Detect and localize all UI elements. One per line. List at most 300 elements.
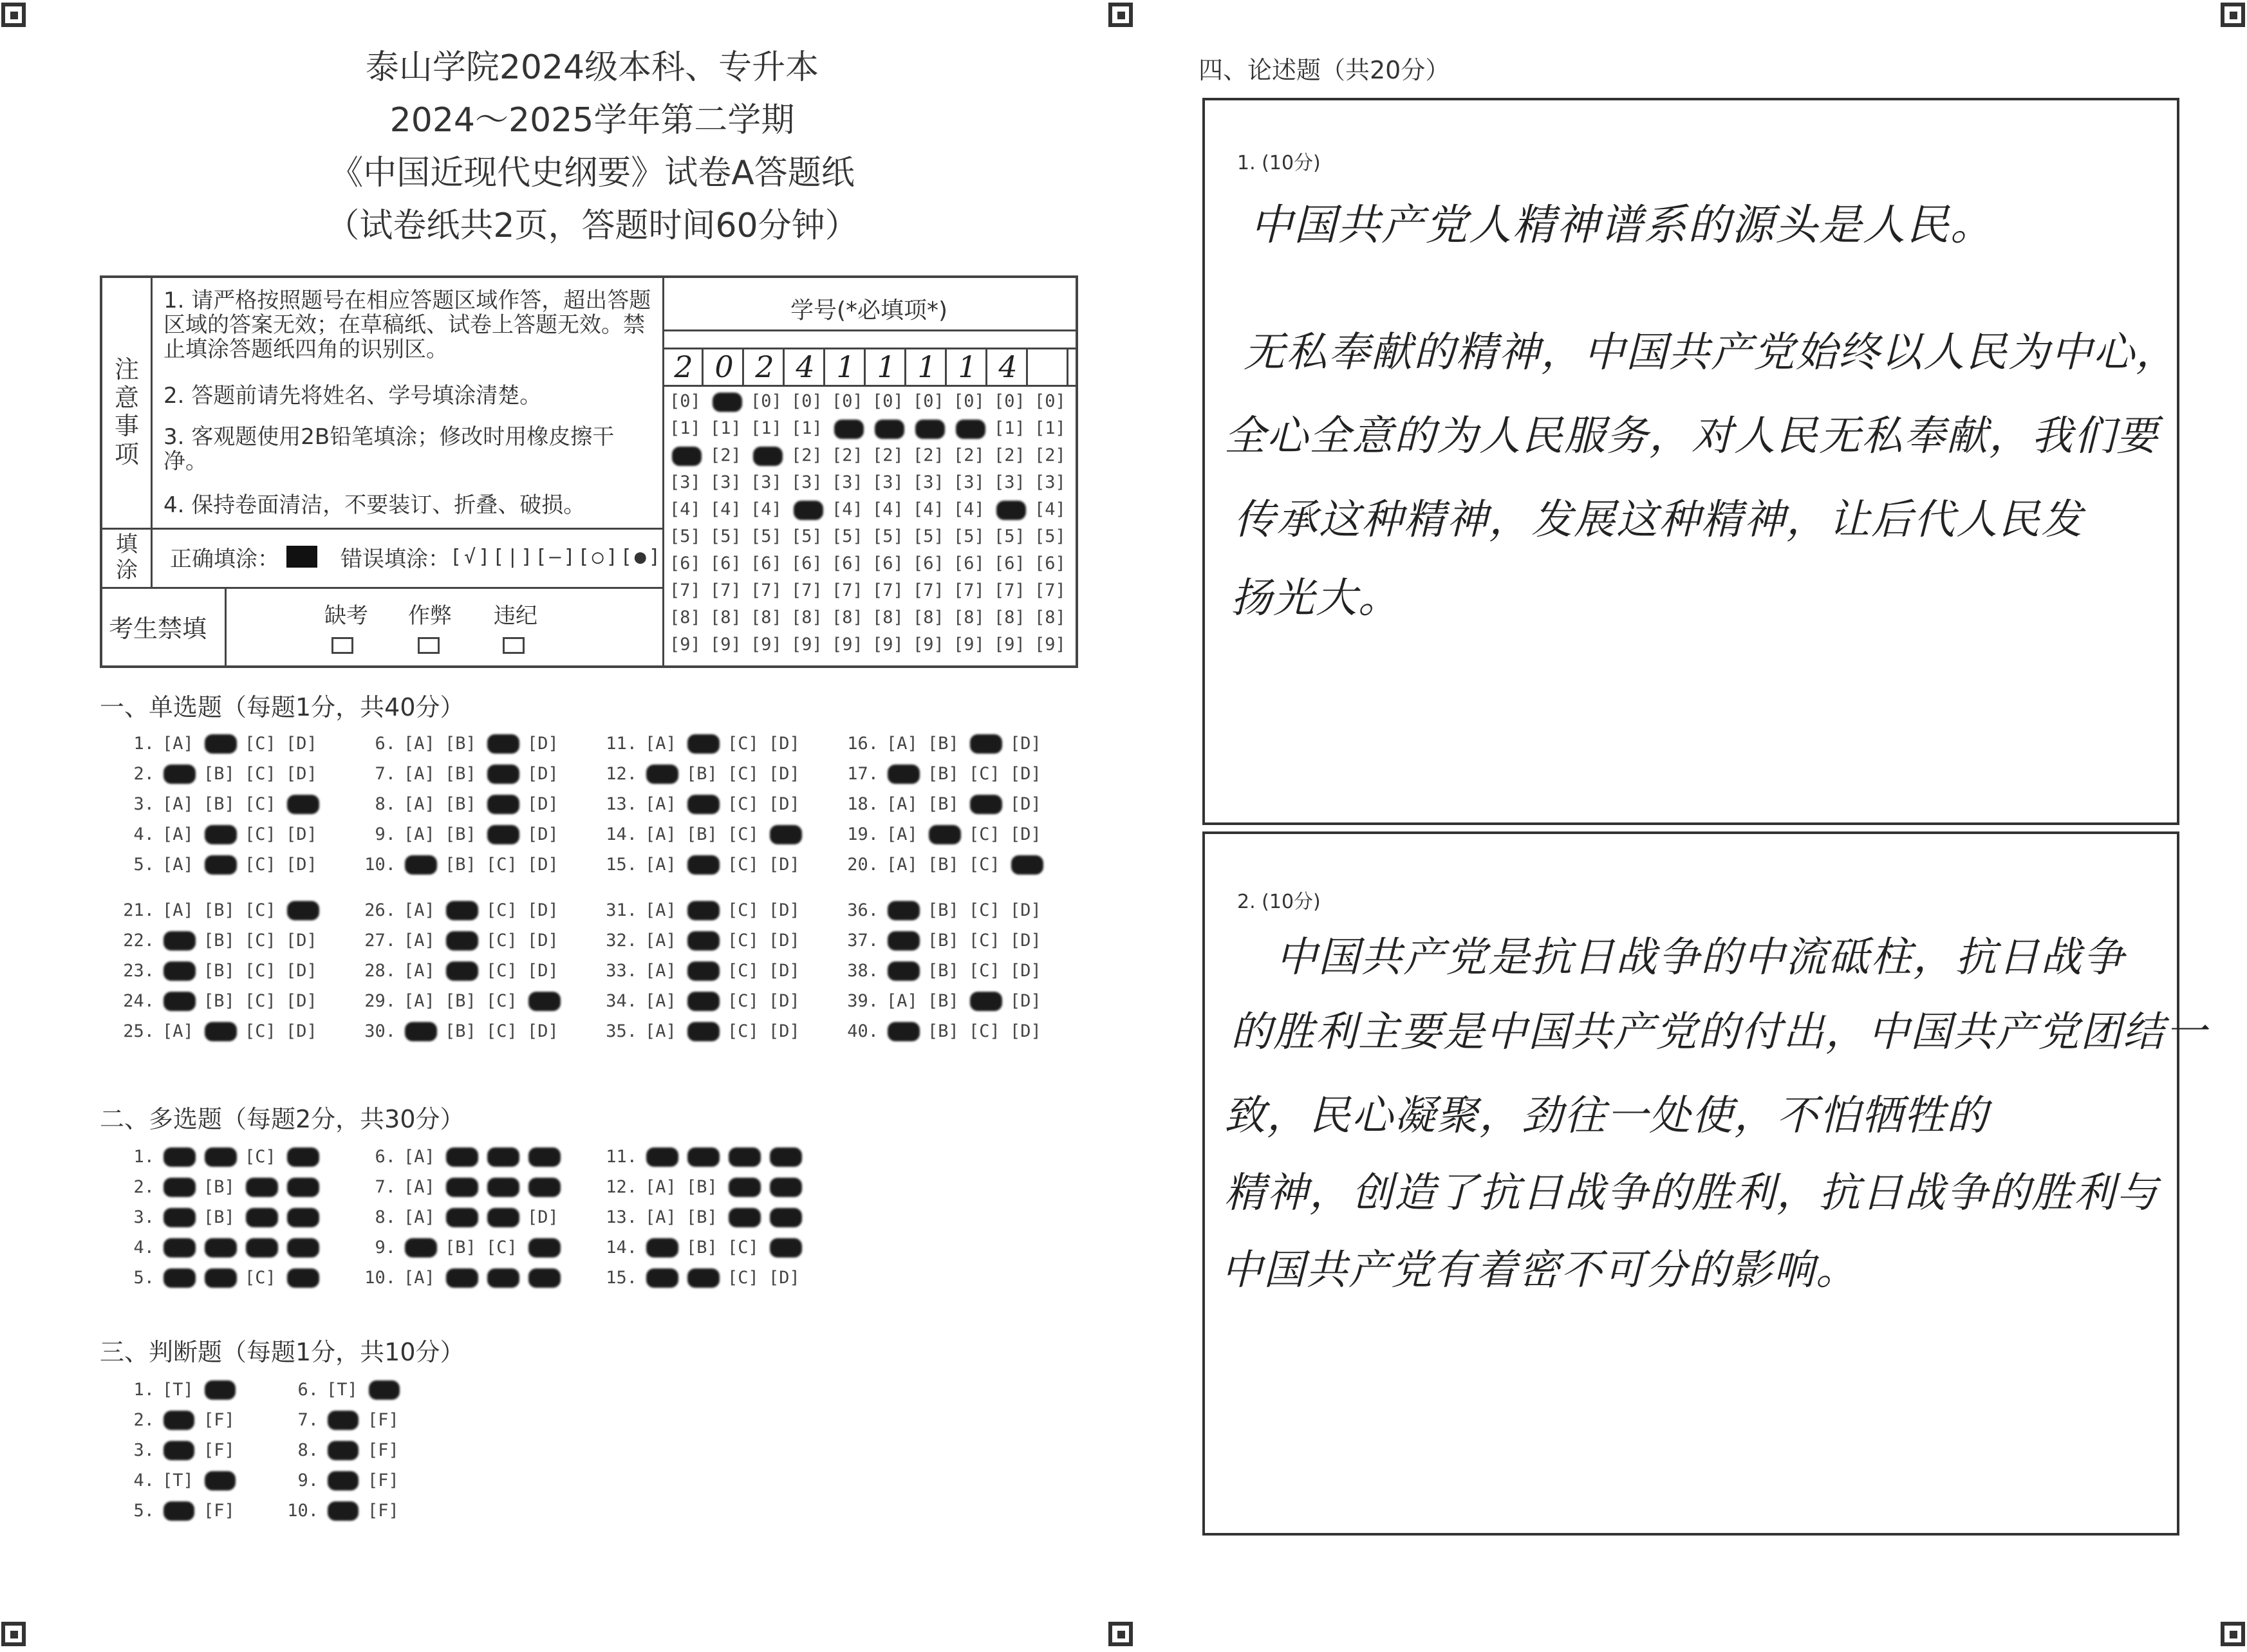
student-id-bubble[interactable]: [4] [710, 499, 741, 519]
single-option[interactable]: [B] [928, 855, 959, 875]
judge-option[interactable]: [F] [203, 1410, 235, 1430]
student-id-bubble[interactable]: [9] [1034, 635, 1066, 654]
single-option-filled[interactable] [446, 931, 478, 951]
student-id-bubble[interactable]: [8] [791, 608, 823, 627]
single-option[interactable]: [B] [445, 794, 476, 814]
student-id-bubble[interactable]: [7] [832, 580, 863, 600]
single-option[interactable]: [B] [445, 991, 476, 1011]
single-option[interactable]: [C] [969, 931, 1000, 951]
multi-option-filled[interactable] [163, 1208, 196, 1227]
multi-choice-grid[interactable] [109, 1147, 1114, 1301]
single-option[interactable]: [B] [203, 991, 235, 1011]
single-option-filled[interactable] [888, 1022, 920, 1041]
student-id-bubble[interactable]: [7] [953, 580, 985, 600]
single-option[interactable]: [A] [886, 824, 918, 844]
single-option[interactable]: [A] [162, 824, 194, 844]
single-option[interactable]: [A] [645, 1021, 676, 1041]
student-id-bubble[interactable]: [2] [913, 445, 944, 465]
multi-option-filled[interactable] [163, 1268, 196, 1288]
multi-option-filled[interactable] [770, 1178, 802, 1197]
multi-option-filled[interactable] [487, 1208, 519, 1227]
judge-option[interactable]: [F] [368, 1440, 399, 1460]
single-option-filled[interactable] [163, 992, 196, 1011]
judge-option-filled[interactable] [163, 1411, 194, 1430]
multi-option-filled[interactable] [163, 1238, 196, 1258]
single-option[interactable]: [D] [1010, 961, 1041, 981]
single-option-filled[interactable] [163, 931, 196, 951]
single-option[interactable]: [C] [486, 991, 517, 1011]
multi-option[interactable]: [A] [404, 1147, 435, 1167]
multi-option[interactable]: [A] [645, 1177, 676, 1197]
single-option[interactable]: [A] [645, 991, 676, 1011]
student-id-bubble-filled[interactable] [672, 447, 702, 466]
single-option[interactable]: [D] [286, 991, 317, 1011]
student-id-bubble[interactable]: [7] [710, 580, 741, 600]
student-id-bubble[interactable]: [1] [994, 418, 1025, 438]
student-id-bubble[interactable]: [0] [953, 391, 985, 411]
single-option[interactable]: [D] [286, 734, 317, 754]
student-id-bubble[interactable]: [6] [872, 553, 904, 573]
single-option[interactable]: [A] [886, 734, 918, 754]
cheat-checkbox[interactable] [418, 637, 440, 654]
student-id-bubble[interactable]: [9] [953, 635, 985, 654]
judge-option-filled[interactable] [205, 1471, 236, 1490]
single-option[interactable]: [C] [245, 931, 276, 951]
single-option-filled[interactable] [405, 855, 437, 875]
student-id-bubble[interactable]: [9] [994, 635, 1025, 654]
single-option[interactable]: [C] [486, 961, 517, 981]
single-option-filled[interactable] [446, 961, 478, 981]
single-option[interactable]: [A] [645, 931, 676, 951]
multi-option-filled[interactable] [646, 1268, 678, 1288]
student-id-bubble[interactable]: [4] [669, 499, 701, 519]
single-option-filled[interactable] [487, 734, 519, 754]
multi-option-filled[interactable] [729, 1178, 761, 1197]
student-id-bubble[interactable]: [3] [751, 472, 782, 492]
multi-option-filled[interactable] [487, 1268, 519, 1288]
student-id-bubble[interactable]: [5] [994, 526, 1025, 546]
multi-option-filled[interactable] [528, 1238, 561, 1258]
student-id-bubble[interactable]: [3] [710, 472, 741, 492]
student-id-bubble[interactable]: [3] [953, 472, 985, 492]
student-id-bubble[interactable]: [8] [1034, 608, 1066, 627]
multi-option-filled[interactable] [163, 1178, 196, 1197]
single-option-filled[interactable] [446, 901, 478, 920]
single-option[interactable]: [B] [928, 961, 959, 981]
student-id-bubble-filled[interactable] [834, 420, 864, 439]
single-option-filled[interactable] [770, 825, 802, 844]
single-option[interactable]: [B] [445, 1021, 476, 1041]
single-option[interactable]: [D] [527, 764, 559, 784]
single-option-filled[interactable] [888, 961, 920, 981]
single-option-filled[interactable] [687, 734, 720, 754]
multi-option-filled[interactable] [528, 1268, 561, 1288]
judge-option[interactable]: [F] [368, 1501, 399, 1521]
single-option-filled[interactable] [687, 992, 720, 1011]
essay-answer-box-2[interactable] [1202, 831, 2208, 1536]
single-option-filled[interactable] [1011, 855, 1043, 875]
student-id-bubble[interactable]: [6] [994, 553, 1025, 573]
student-id-bubble[interactable]: [5] [1034, 526, 1066, 546]
student-id-bubble[interactable]: [6] [832, 553, 863, 573]
multi-option-filled[interactable] [687, 1268, 720, 1288]
single-option-filled[interactable] [888, 901, 920, 920]
multi-option[interactable]: [C] [727, 1268, 759, 1288]
student-id-bubble[interactable]: [4] [953, 499, 985, 519]
single-option[interactable]: [B] [928, 900, 959, 920]
single-option-filled[interactable] [687, 931, 720, 951]
student-id-bubble[interactable]: [0] [751, 391, 782, 411]
single-option[interactable]: [D] [769, 794, 800, 814]
multi-option-filled[interactable] [528, 1147, 561, 1167]
single-option[interactable]: [A] [645, 794, 676, 814]
single-option-filled[interactable] [687, 961, 720, 981]
single-option[interactable]: [C] [486, 900, 517, 920]
multi-option-filled[interactable] [287, 1147, 319, 1167]
single-option-filled[interactable] [205, 825, 237, 844]
single-option[interactable]: [B] [928, 931, 959, 951]
single-option-filled[interactable] [687, 855, 720, 875]
single-option[interactable]: [C] [486, 931, 517, 951]
student-id-bubble[interactable]: [2] [791, 445, 823, 465]
student-id-bubble[interactable]: [3] [872, 472, 904, 492]
single-option[interactable]: [B] [928, 794, 959, 814]
single-option[interactable]: [A] [645, 900, 676, 920]
student-id-bubble[interactable]: [6] [751, 553, 782, 573]
single-option[interactable]: [A] [886, 794, 918, 814]
single-option[interactable]: [C] [245, 1021, 276, 1041]
single-option[interactable]: [C] [727, 931, 759, 951]
multi-option[interactable]: [C] [486, 1238, 517, 1258]
single-option[interactable]: [A] [645, 961, 676, 981]
student-id-bubble[interactable]: [7] [751, 580, 782, 600]
judge-option-filled[interactable] [205, 1380, 236, 1400]
judge-option[interactable]: [F] [368, 1471, 399, 1490]
single-option[interactable]: [C] [245, 764, 276, 784]
student-id-bubble[interactable]: [8] [751, 608, 782, 627]
single-option[interactable]: [D] [286, 855, 317, 875]
single-option[interactable]: [D] [286, 764, 317, 784]
student-id-grid[interactable] [666, 278, 1077, 664]
single-option[interactable]: [D] [286, 931, 317, 951]
single-option[interactable]: [C] [969, 855, 1000, 875]
student-id-bubble[interactable]: [9] [872, 635, 904, 654]
multi-option-filled[interactable] [646, 1147, 678, 1167]
multi-option-filled[interactable] [729, 1208, 761, 1227]
single-option[interactable]: [B] [203, 961, 235, 981]
multi-option[interactable]: [A] [404, 1268, 435, 1288]
single-option[interactable]: [D] [527, 855, 559, 875]
multi-option-filled[interactable] [770, 1208, 802, 1227]
multi-option[interactable]: [B] [445, 1238, 476, 1258]
single-option[interactable]: [D] [769, 764, 800, 784]
student-id-bubble-filled[interactable] [713, 393, 742, 412]
single-option[interactable]: [D] [527, 900, 559, 920]
single-option[interactable]: [D] [1010, 734, 1041, 754]
single-option[interactable]: [A] [162, 1021, 194, 1041]
student-id-bubble[interactable]: [2] [832, 445, 863, 465]
single-option-filled[interactable] [487, 765, 519, 784]
student-id-bubble[interactable]: [9] [791, 635, 823, 654]
multi-option-filled[interactable] [528, 1178, 561, 1197]
student-id-bubble[interactable]: [3] [832, 472, 863, 492]
student-id-bubble[interactable]: [0] [994, 391, 1025, 411]
single-option-filled[interactable] [687, 1022, 720, 1041]
judge-option[interactable]: [F] [368, 1410, 399, 1430]
single-option[interactable]: [D] [286, 824, 317, 844]
single-option[interactable]: [D] [527, 734, 559, 754]
single-option[interactable]: [B] [203, 764, 235, 784]
student-id-bubble[interactable]: [6] [791, 553, 823, 573]
single-option[interactable]: [A] [645, 734, 676, 754]
student-id-bubble[interactable]: [5] [832, 526, 863, 546]
student-id-bubble[interactable]: [7] [913, 580, 944, 600]
single-option[interactable]: [D] [769, 1021, 800, 1041]
single-option[interactable]: [B] [686, 764, 718, 784]
multi-option-filled[interactable] [287, 1268, 319, 1288]
single-option[interactable]: [C] [969, 961, 1000, 981]
student-id-bubble[interactable]: [2] [710, 445, 741, 465]
single-option[interactable]: [D] [1010, 931, 1041, 951]
student-id-bubble[interactable]: [0] [1034, 391, 1066, 411]
student-id-bubble[interactable]: [8] [710, 608, 741, 627]
single-option[interactable]: [A] [645, 824, 676, 844]
judge-option-filled[interactable] [328, 1441, 359, 1460]
multi-option-filled[interactable] [287, 1238, 319, 1258]
judge-option-filled[interactable] [163, 1501, 194, 1521]
single-option[interactable]: [C] [727, 991, 759, 1011]
single-option[interactable]: [D] [527, 824, 559, 844]
student-id-bubble[interactable]: [6] [1034, 553, 1066, 573]
student-id-bubble[interactable]: [4] [751, 499, 782, 519]
student-id-bubble[interactable]: [1] [751, 418, 782, 438]
single-option[interactable]: [C] [727, 1021, 759, 1041]
single-option[interactable]: [D] [1010, 764, 1041, 784]
multi-option-filled[interactable] [287, 1208, 319, 1227]
student-id-bubble[interactable]: [8] [669, 608, 701, 627]
multi-option-filled[interactable] [246, 1238, 278, 1258]
multi-option[interactable]: [C] [245, 1147, 276, 1167]
single-option[interactable]: [D] [286, 1021, 317, 1041]
judge-option[interactable]: [T] [326, 1380, 358, 1400]
single-option[interactable]: [D] [527, 931, 559, 951]
student-id-bubble-filled[interactable] [956, 420, 985, 439]
single-option[interactable]: [D] [1010, 900, 1041, 920]
single-option[interactable]: [A] [404, 794, 435, 814]
single-option[interactable]: [B] [203, 931, 235, 951]
student-id-bubble[interactable]: [3] [913, 472, 944, 492]
student-id-bubble[interactable]: [9] [913, 635, 944, 654]
student-id-bubble[interactable]: [0] [832, 391, 863, 411]
multi-option-filled[interactable] [287, 1178, 319, 1197]
single-option-filled[interactable] [528, 992, 561, 1011]
student-id-bubble[interactable]: [8] [832, 608, 863, 627]
student-id-bubble[interactable]: [0] [669, 391, 701, 411]
student-id-bubble[interactable]: [6] [913, 553, 944, 573]
single-option[interactable]: [C] [245, 900, 276, 920]
multi-option-filled[interactable] [487, 1147, 519, 1167]
student-id-bubble[interactable]: [8] [913, 608, 944, 627]
single-option-filled[interactable] [888, 765, 920, 784]
single-option[interactable]: [A] [404, 900, 435, 920]
student-id-bubble[interactable]: [1] [710, 418, 741, 438]
single-option[interactable]: [D] [1010, 824, 1041, 844]
single-option[interactable]: [D] [769, 991, 800, 1011]
multi-option[interactable]: [B] [686, 1238, 718, 1258]
student-id-bubble[interactable]: [5] [669, 526, 701, 546]
student-id-bubble[interactable]: [3] [1034, 472, 1066, 492]
multi-option[interactable]: [B] [686, 1177, 718, 1197]
student-id-bubble[interactable]: [4] [1034, 499, 1066, 519]
single-option[interactable]: [C] [969, 1021, 1000, 1041]
single-option[interactable]: [C] [727, 794, 759, 814]
single-option[interactable]: [B] [928, 764, 959, 784]
multi-option-filled[interactable] [729, 1147, 761, 1167]
student-id-bubble[interactable]: [8] [872, 608, 904, 627]
single-option[interactable]: [B] [928, 734, 959, 754]
student-id-bubble-filled[interactable] [753, 447, 783, 466]
student-id-bubble[interactable]: [9] [669, 635, 701, 654]
student-id-bubble[interactable]: [4] [872, 499, 904, 519]
single-option[interactable]: [C] [245, 991, 276, 1011]
student-id-bubble-filled[interactable] [915, 420, 945, 439]
single-option[interactable]: [B] [445, 824, 476, 844]
single-choice-grid[interactable] [109, 734, 1114, 1055]
student-id-bubble[interactable]: [0] [872, 391, 904, 411]
student-id-bubble[interactable]: [9] [710, 635, 741, 654]
single-option[interactable]: [B] [928, 991, 959, 1011]
single-option[interactable]: [D] [286, 961, 317, 981]
student-id-bubble[interactable]: [2] [1034, 445, 1066, 465]
single-option-filled[interactable] [970, 734, 1002, 754]
multi-option-filled[interactable] [205, 1238, 237, 1258]
student-id-bubble[interactable]: [5] [913, 526, 944, 546]
single-option[interactable]: [A] [404, 734, 435, 754]
single-option[interactable]: [B] [445, 734, 476, 754]
single-option-filled[interactable] [205, 1022, 237, 1041]
single-option[interactable]: [C] [727, 734, 759, 754]
single-option-filled[interactable] [888, 931, 920, 951]
single-option[interactable]: [C] [245, 961, 276, 981]
multi-option-filled[interactable] [246, 1178, 278, 1197]
student-id-bubble[interactable]: [3] [669, 472, 701, 492]
violation-checkbox[interactable] [503, 637, 525, 654]
essay-answer-box-1[interactable] [1202, 98, 2179, 825]
single-option[interactable]: [C] [245, 855, 276, 875]
single-option[interactable]: [A] [886, 991, 918, 1011]
student-id-bubble[interactable]: [8] [994, 608, 1025, 627]
single-option[interactable]: [D] [527, 794, 559, 814]
student-id-bubble[interactable]: [2] [994, 445, 1025, 465]
judge-option-filled[interactable] [369, 1380, 400, 1400]
single-option-filled[interactable] [287, 901, 319, 920]
student-id-bubble[interactable]: [1] [1034, 418, 1066, 438]
single-option[interactable]: [B] [686, 824, 718, 844]
single-option-filled[interactable] [646, 765, 678, 784]
student-id-bubble[interactable]: [1] [791, 418, 823, 438]
student-id-bubble[interactable]: [5] [953, 526, 985, 546]
single-option[interactable]: [B] [445, 764, 476, 784]
multi-option[interactable]: [D] [769, 1268, 800, 1288]
multi-option[interactable]: [B] [203, 1177, 235, 1197]
single-option[interactable]: [D] [769, 961, 800, 981]
single-option[interactable]: [A] [404, 931, 435, 951]
single-option[interactable]: [D] [769, 931, 800, 951]
single-option[interactable]: [D] [1010, 1021, 1041, 1041]
student-id-bubble[interactable]: [2] [953, 445, 985, 465]
single-option[interactable]: [D] [769, 900, 800, 920]
student-id-bubble[interactable]: [7] [1034, 580, 1066, 600]
student-id-bubble[interactable]: [5] [751, 526, 782, 546]
single-option[interactable]: [A] [404, 824, 435, 844]
single-option-filled[interactable] [205, 734, 237, 754]
student-id-bubble[interactable]: [8] [953, 608, 985, 627]
absent-checkbox[interactable] [331, 637, 353, 654]
single-option-filled[interactable] [405, 1022, 437, 1041]
student-id-bubble[interactable]: [6] [669, 553, 701, 573]
single-option[interactable]: [C] [245, 824, 276, 844]
single-option-filled[interactable] [970, 992, 1002, 1011]
single-option-filled[interactable] [687, 901, 720, 920]
multi-option-filled[interactable] [163, 1147, 196, 1167]
multi-option-filled[interactable] [205, 1268, 237, 1288]
single-option[interactable]: [B] [203, 900, 235, 920]
single-option[interactable]: [C] [245, 734, 276, 754]
single-option[interactable]: [A] [404, 764, 435, 784]
multi-option-filled[interactable] [446, 1178, 478, 1197]
single-option[interactable]: [D] [769, 855, 800, 875]
single-option[interactable]: [C] [486, 855, 517, 875]
student-id-bubble[interactable]: [3] [994, 472, 1025, 492]
single-option[interactable]: [C] [486, 1021, 517, 1041]
single-option-filled[interactable] [487, 825, 519, 844]
student-id-bubble[interactable]: [9] [832, 635, 863, 654]
single-option[interactable]: [D] [769, 734, 800, 754]
judge-option-filled[interactable] [163, 1441, 194, 1460]
multi-option[interactable]: [C] [727, 1238, 759, 1258]
single-option-filled[interactable] [205, 855, 237, 875]
student-id-bubble-filled[interactable] [996, 501, 1026, 520]
multi-option[interactable]: [A] [404, 1207, 435, 1227]
judge-option-filled[interactable] [328, 1501, 359, 1521]
single-option[interactable]: [C] [727, 855, 759, 875]
single-option[interactable]: [B] [445, 855, 476, 875]
single-option[interactable]: [A] [404, 991, 435, 1011]
single-option[interactable]: [D] [1010, 794, 1041, 814]
student-id-bubble[interactable]: [2] [872, 445, 904, 465]
judge-option-filled[interactable] [328, 1471, 359, 1490]
judge-option[interactable]: [T] [162, 1471, 194, 1490]
student-id-bubble[interactable]: [4] [832, 499, 863, 519]
judge-option-filled[interactable] [328, 1411, 359, 1430]
student-id-bubble[interactable]: [5] [710, 526, 741, 546]
single-option[interactable]: [A] [162, 900, 194, 920]
student-id-bubble[interactable]: [0] [791, 391, 823, 411]
judge-option[interactable]: [F] [203, 1501, 235, 1521]
judge-option[interactable]: [T] [162, 1380, 194, 1400]
multi-option-filled[interactable] [646, 1238, 678, 1258]
single-option[interactable]: [C] [969, 900, 1000, 920]
student-id-bubble[interactable]: [1] [669, 418, 701, 438]
student-id-bubble[interactable]: [6] [953, 553, 985, 573]
single-option-filled[interactable] [487, 795, 519, 814]
student-id-bubble[interactable]: [7] [669, 580, 701, 600]
multi-option[interactable]: [A] [645, 1207, 676, 1227]
single-option[interactable]: [B] [928, 1021, 959, 1041]
student-id-bubble-filled[interactable] [875, 420, 904, 439]
single-option[interactable]: [C] [727, 900, 759, 920]
student-id-bubble-filled[interactable] [794, 501, 823, 520]
